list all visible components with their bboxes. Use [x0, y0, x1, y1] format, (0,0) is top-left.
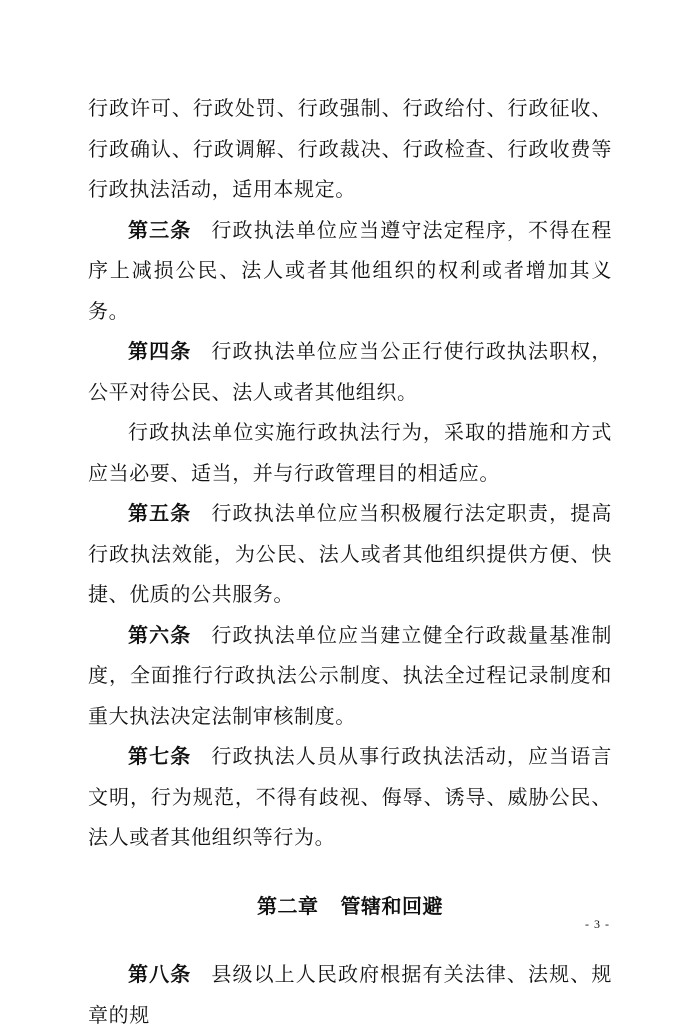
- article-number: 第六条: [128, 622, 192, 647]
- paragraph: [88, 954, 612, 1035]
- paragraph: [88, 88, 612, 210]
- paragraph: [88, 493, 612, 615]
- paragraph-text: 行政执法单位应当建立健全行政裁量基准制度，全面推行行政执法公示制度、执法全过程记录制度和重大执法决定法制审核制度。: [88, 622, 612, 728]
- paragraph-text: 行政许可、行政处罚、行政强制、行政给付、行政征收、行政确认、行政调解、行政裁决、行政检查、行政收费等行政执法活动，适用本规定。: [88, 96, 612, 201]
- paragraph: [88, 412, 612, 493]
- page-number: - 3 -: [585, 917, 610, 931]
- paragraph: [88, 331, 612, 412]
- paragraph-text: 行政执法单位应当积极履行法定职责，提高行政执法效能，为公民、法人或者其他组织提供方便、快捷、优质的公共服务。: [88, 501, 612, 606]
- article-number: 第三条: [128, 217, 192, 242]
- paragraph: [88, 210, 612, 332]
- paragraph-text: 行政执法人员从事行政执法活动，应当语言文明，行为规范，不得有歧视、侮辱、诱导、威胁公民、法人或者其他组织等行为。: [88, 744, 612, 849]
- paragraph: [88, 736, 612, 858]
- paragraph-text: 行政执法单位应当遵守法定程序，不得在程序上减损公民、法人或者其他组织的权利或者增加其义务。: [88, 217, 612, 323]
- body-text: [88, 88, 612, 1035]
- paragraph-text: 县级以上人民政府根据有关法律、法规、规章的规: [88, 962, 612, 1027]
- article-number: 第五条: [128, 501, 192, 525]
- paragraph-text: 行政执法单位实施行政执法行为，采取的措施和方式应当必要、适当，并与行政管理目的相适应。: [88, 420, 612, 485]
- section-before-chapter: [88, 88, 612, 858]
- article-number: 第七条: [128, 744, 192, 768]
- paragraph-text: 行政执法单位应当公正行使行政执法职权，公平对待公民、法人或者其他组织。: [88, 339, 612, 404]
- section-after-chapter: [88, 954, 612, 1035]
- chapter-heading: [88, 886, 612, 927]
- paragraph: [88, 615, 612, 737]
- article-number: 第四条: [128, 339, 192, 363]
- chapter-title: 管辖和回避: [340, 893, 443, 918]
- chapter-number: 第二章: [257, 893, 319, 918]
- article-number: 第八条: [128, 962, 192, 986]
